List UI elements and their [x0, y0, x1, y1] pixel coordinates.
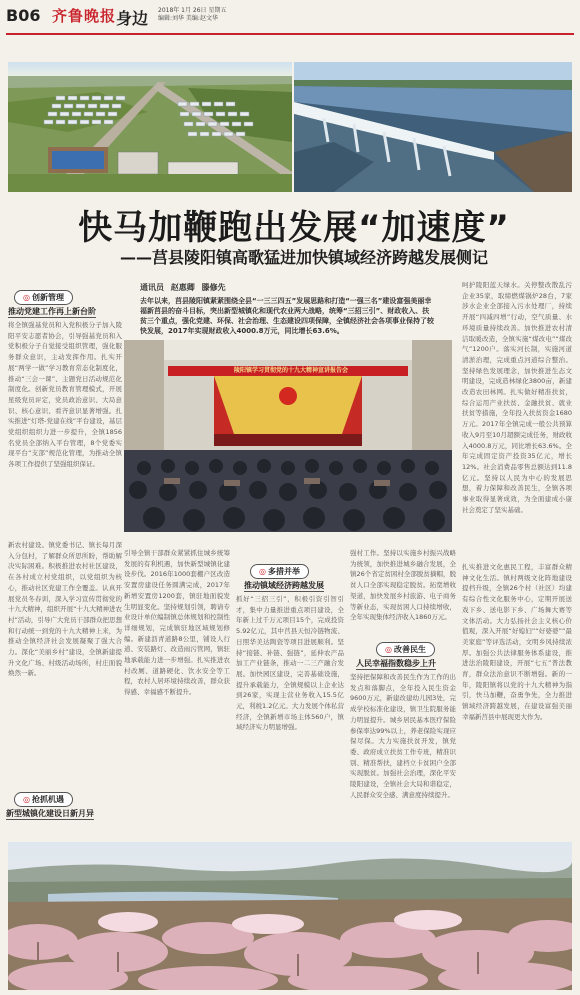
editor-line: 编辑:刘华 美编:赵文华 — [158, 15, 218, 22]
subtitle-urbanization: 新型城镇化建设日新月异 — [6, 809, 94, 818]
blossom-landscape-photo — [8, 842, 572, 990]
column-1-bottom: 新农村建设。镇党委书记、镇长每月深入分包村，了解群众所思所盼，帮助解决实际困难。积极推进农村社区建设，在各村成立村党组织，以党组织为核心，推动社区党建工作全覆盖。认真开展党员冬春训，深入学习宣传贯彻党的十九大精神，组织开展“十九大精神进农村”活动，引导广大党员干部群众把思想和行动统一到党的十九大精神上来，为推动全镇经济社会发展凝聚了强大合力。深化“美丽乡村”建设，全镇新建提升文化广场、村级活动场所，村庄面貌焕然一新。 — [8, 541, 122, 678]
tag-opportunity: ◎ 抢抓机遇 — [14, 792, 73, 807]
date-line: 2018年 1月 26日 星期五 — [158, 7, 227, 14]
meeting-hall-photo — [124, 340, 452, 532]
circle-icon: ◎ — [23, 293, 30, 302]
circle-icon: ◎ — [23, 795, 30, 804]
circle-icon: ◎ — [385, 645, 392, 654]
column-3: 抓好“三招三引”，积极引资引智引才，集中力量推进重点项目建设，全年新上过千万元项目15个，完成投资5.92亿元，其中莒县天恒冷链物流、日照华美达陶瓷等项目进展顺利。坚持“接链、补链、强链”，延伸农产品加工产业链条，推动一二三产融合发展。加快园区建设，完善基础设施，提升承载能力，全镇规模以上企业达到26家，实现主营业务收入15.5亿元，利税1.2亿元。大力发展个体私营经济，全镇新增市场主体560户，镇域经济实力明显增强。 — [236, 595, 344, 732]
header-rule — [6, 33, 574, 35]
column-4-bottom: 坚持把保障和改善民生作为工作的出发点和落脚点，全年投入民生资金9600万元，新建改建幼儿园3处，完成学校标准化建设，镇卫生院服务能力明显提升。城乡居民基本医疗保险参保率达99%以上，养老保险实现应保尽保。大力实施扶贫开发，镇党委、政府成立扶贫工作专班，精准识别、精准帮扶，建档立卡贫困户全部实现脱贫。加强社会治理，深化平安陵阳建设，全镇社会大局和谐稳定，人民群众安全感、满意度持续提升。 — [350, 673, 456, 799]
subheadline: ——莒县陵阳镇高歌猛进加快镇域经济跨越发展侧记 — [120, 248, 489, 267]
newspaper-logo: 齐鲁晚报 — [52, 7, 117, 25]
lead-paragraph: 去年以来，莒县陵阳镇紧紧围绕全县“一三三四五”发展思路和打造“一强三名”建设富强美丽幸福新莒县的奋斗目标，突出新型城镇化和现代农业两大战略，统筹“三招三引”、财政收入、扶贫三个重点，强化党建、环保、社会治理、生态建设四项保障，全镇经济社会各项事业保持了较快发展，2017年实现财政收入4000.8万元，同比增长63.6%。 — [140, 297, 434, 335]
tag-measures: ◎ 多措并举 — [250, 564, 309, 579]
meeting-banner: 陵阳镇学习贯彻党的十九大精神宣讲报告会 — [233, 367, 348, 374]
tag-livelihood: ◎ 改善民生 — [376, 642, 435, 657]
section-title: 身边 — [116, 9, 149, 28]
column-4-top: 强村工作。坚持以实施乡村振兴战略为统领，加快推进城乡融合发展，全镇26个省定贫困村全部脱贫摘帽，脱贫人口全部实现稳定脱贫。拓宽增收渠道，加快发展乡村旅游、电子商务等新业态，实现贫困人口持续增收，全年实现集体经济收入1860万元。 — [350, 549, 456, 622]
circle-icon: ◎ — [259, 567, 266, 576]
dam-waterfall-photo — [294, 62, 572, 192]
page-number: B06 — [6, 6, 41, 25]
date-block — [158, 7, 226, 23]
subtitle-happiness: 人民幸福指数稳步上升 — [356, 659, 436, 668]
aerial-town-photo — [8, 62, 292, 192]
column-1-top: 将全镇强基党员和入党积极分子加入陵阳平安志愿者协会，引导强基党员和入党积极分子自觉接受组织管理，强化服务群众意识，主动发挥作用。扎实开展“两学一做”学习教育常态化制度化，推动“三会一课”、主题党日活动规范化制度化。创新党员教育管理模式，开展星级党员评定，党员政治意识、大局意识、核心意识、看齐意识显著增强。扎实推进“灯塔-党建在线”平台建设，基层党组织组织力进一步提升，全镇1856名党员全部纳入平台管理，8个党委实现平台“支部”规范化管理，为推动全镇各项工作提供了坚强组织保证。 — [8, 321, 122, 469]
column-2: 引导全镇干部群众紧紧抓住城乡统筹发展的有利机遇，加快新型城镇化建设步伐。2016年1000套棚户区改造安置房建设任务圆满完成，2017年新增安置房1200套，镇驻地面貌发生明显变化。坚持规划引领，聘请专业设计单位编制镇总体规划和控制性详细规划，完成镇驻地区域规划修编。新建沥青道路8公里，铺设人行道、安装路灯、改造雨污管网，镇驻地承载能力进一步增强。扎实推进农村改厕、道路硬化、饮水安全等工程，农村人居环境持续改善，群众获得感、幸福感不断提升。 — [124, 549, 230, 697]
tag-innovation: ◎ 创新管理 — [14, 290, 73, 305]
column-6: 扎实推进文化惠民工程，丰富群众精神文化生活。镇村两级文化阵地建设提档升级，全镇26个村（社区）均建有综合性文化服务中心，定期开展送戏下乡、送电影下乡、广场舞大赛等文体活动。大力弘扬社会主义核心价值观，深入开展“好媳妇”“好婆婆”“最美家庭”等评选活动，文明乡风持续浓厚。加强公共法律服务体系建设，推进法治陵阳建设，开展“七五”普法教育，群众法治意识不断增强。新的一年，陵阳镇将以党的十九大精神为指引，快马加鞭，奋勇争先，全力推进镇域经济跨越发展，在建设富强美丽幸福新莒县中展现更大作为。 — [462, 563, 572, 721]
page-header — [0, 0, 580, 32]
subtitle-economy: 推动镇域经济跨越发展 — [244, 581, 324, 590]
column-5: 呵护陵阳蓝天绿水。关停整改散乱污企业35家，取缔燃煤锅炉28台，7家涉水企业全部接入污水处理厂，持续开展“四减四增”行动，空气质量、水环境质量持续改善。加快推进农村清洁取暖改造，全镇实施“煤改电”“煤改气”1200户。落实河长制，实施河道清淤治理，完成重点河道综合整治。坚持绿色发展理念，加快推进生态文明建设，完成造林绿化3800亩，新建改造农田林网。扎实做好精准扶贫，综合运用产业扶贫、金融扶贫、就业扶贫等措施，全年投入扶贫资金1680万元。2017年全镇完成一般公共预算收入9月至10月超额完成任务，财政收入4000.8万元，同比增长63.6%。全年完成固定资产投资35亿元，增长12%。社会消费品零售总额达到11.8亿元。坚持以人民为中心的发展思想，着力保障和改善民生，全镇各项事业取得显著成效，为全面建成小康社会奠定了坚实基础。 — [462, 281, 572, 514]
byline: 通讯员 赵惠卿 滕修先 — [140, 283, 226, 292]
headline: 快马加鞭跑出发展“加速度” — [78, 208, 510, 248]
subtitle-party-building: 推动党建工作再上新台阶 — [8, 307, 96, 316]
